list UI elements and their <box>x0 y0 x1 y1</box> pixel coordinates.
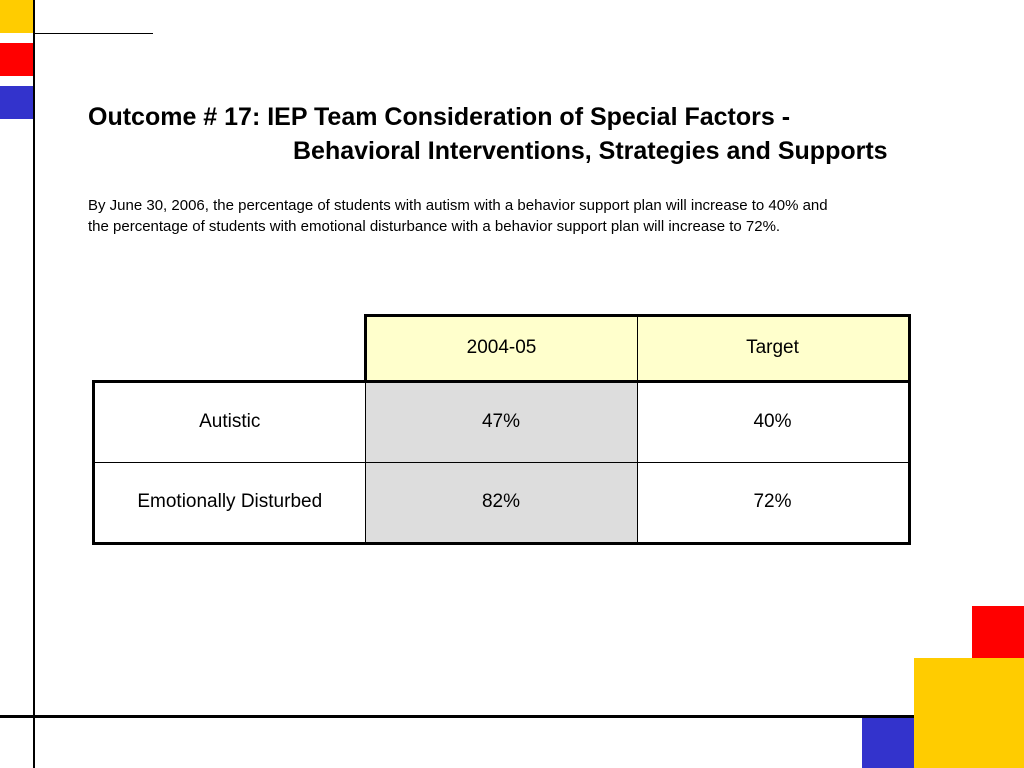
row-label-emotionally-disturbed: Emotionally Disturbed <box>94 462 366 543</box>
table-header-row <box>94 316 910 382</box>
header-2004-05: 2004-05 <box>365 316 637 382</box>
outcome-table <box>92 314 911 545</box>
description-line-2: the percentage of students with emotional disturbance with a behavior support plan will increase to 72%. <box>88 218 781 235</box>
red-block-bottom-right <box>972 606 1024 658</box>
table-row <box>94 381 910 462</box>
yellow-block-top-left <box>0 0 33 33</box>
top-rule-line <box>33 33 153 34</box>
table-corner-cell <box>94 316 366 382</box>
emotionally-disturbed-target-value: 72% <box>637 462 909 543</box>
vertical-divider-line <box>33 0 35 768</box>
title-line-2: Behavioral Interventions, Strategies and Supports <box>293 137 888 165</box>
bottom-rule-line <box>0 715 914 718</box>
description-line-1: By June 30, 2006, the percentage of students with autism with a behavior support plan will increase to 40% and <box>88 197 828 214</box>
blue-block-top-left <box>0 86 33 119</box>
yellow-block-bottom-right <box>914 658 1024 768</box>
title-line-1: Outcome # 17: IEP Team Consideration of Special Factors - <box>88 103 791 131</box>
table-row <box>94 462 910 543</box>
outcome-description <box>88 195 948 237</box>
red-block-top-left <box>0 43 33 76</box>
blue-block-bottom-right <box>862 718 914 768</box>
autistic-2004-05-value: 47% <box>365 381 637 462</box>
autistic-target-value: 40% <box>637 381 909 462</box>
emotionally-disturbed-2004-05-value: 82% <box>365 462 637 543</box>
header-target: Target <box>637 316 909 382</box>
slide-title <box>88 100 988 168</box>
row-label-autistic: Autistic <box>94 381 366 462</box>
